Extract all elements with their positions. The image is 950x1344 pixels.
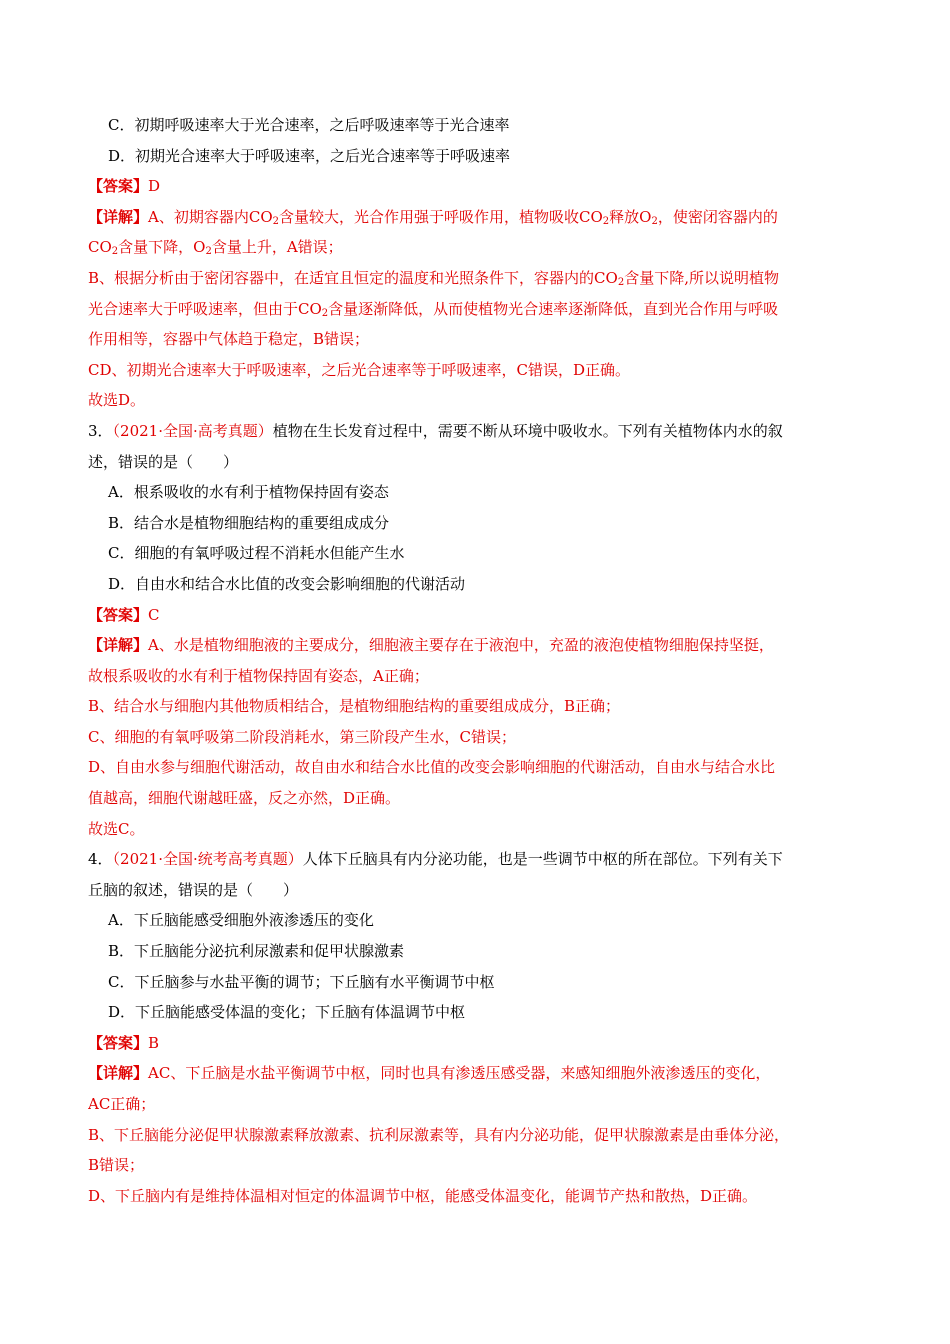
- question-source: （2021·全国·高考真题）: [112, 421, 273, 440]
- q2-conclusion: 故选D。: [88, 391, 146, 410]
- q3-detail-line: 【详解】A、水是植物细胞液的主要成分，细胞液主要存在于液泡中，充盈的液泡使植物细胞保持坚挺，: [88, 636, 774, 655]
- q3-option-d: D．自由水和结合水比值的改变会影响细胞的代谢活动: [108, 574, 466, 593]
- q2-option-c: C．初期呼吸速率大于光合速率，之后呼吸速率等于光合速率: [108, 116, 510, 134]
- q3-detail-line: 故根系吸收的水有利于植物保持固有姿态，A正确；: [88, 666, 429, 685]
- q4-detail-line: B错误；: [88, 1156, 145, 1175]
- q3-detail-line: D、自由水参与细胞代谢活动，故自由水和结合水比值的改变会影响细胞的代谢活动，自由水与结合水比: [88, 758, 776, 777]
- question-number: 4．: [88, 850, 113, 869]
- q3-conclusion: 故选C。: [88, 819, 145, 838]
- page-content: [88, 110, 860, 1211]
- q4-option-d: D．下丘脑能感受体温的变化；下丘脑有体温调节中枢: [108, 1003, 466, 1022]
- q4-detail-line: B、下丘脑能分泌促甲状腺激素释放激素、抗利尿激素等，具有内分泌功能，促甲状腺激素是由垂体分泌，: [88, 1125, 790, 1144]
- q4-option-a: A．下丘脑能感受细胞外液渗透压的变化: [108, 911, 374, 930]
- q4-stem-cont: 丘脑的叙述，错误的是（ ）: [88, 880, 299, 899]
- q2-option-d: D．初期光合速率大于呼吸速率，之后光合速率等于呼吸速率: [108, 146, 511, 165]
- q3-stem: 3．（2021·全国·高考真题）植物在生长发育过程中，需要不断从环境中吸收水。下列有关植物体内水的叙: [88, 421, 783, 440]
- q2-detail-line: CD、初期光合速率大于呼吸速率，之后光合速率等于呼吸速率，C错误，D正确。: [88, 360, 631, 379]
- q3-option-c: C．细胞的有氧呼吸过程不消耗水但能产生水: [108, 544, 405, 563]
- q2-detail-line: $CO_2$含量下降，$O_2$含量上升，A错误；: [88, 238, 343, 258]
- q4-option-b: B．下丘脑能分泌抗利尿激素和促甲状腺激素: [108, 942, 405, 961]
- q4-stem: 4．（2021·全国·统考高考真题）人体下丘脑具有内分泌功能，也是一些调节中枢的所在部位。下列有关下: [88, 850, 783, 869]
- q4-answer: 【答案】B: [88, 1033, 160, 1052]
- q4-option-c: C．下丘脑参与水盐平衡的调节；下丘脑有水平衡调节中枢: [108, 972, 495, 991]
- q2-detail-line: 光合速率大于呼吸速率，但由于$CO_2$含量逐渐降低，从而使植物光合速率逐渐降低，直到光合作用与呼吸: [88, 299, 779, 319]
- q4-detail-line: 【详解】AC、下丘脑是水盐平衡调节中枢，同时也具有渗透压感受器，来感知细胞外液渗透压的变化，: [88, 1064, 771, 1083]
- q3-detail-line: B、结合水与细胞内其他物质相结合，是植物细胞结构的重要组成成分，B正确；: [88, 697, 621, 716]
- q2-detail-line: B、根据分析由于密闭容器中，在适宜且恒定的温度和光照条件下，容器内的$CO_2$含量下降,所以说明植物: [88, 268, 779, 288]
- q3-option-b: B．结合水是植物细胞结构的重要组成成分: [108, 513, 390, 532]
- q3-detail-line: C、细胞的有氧呼吸第二阶段消耗水，第三阶段产生水，C错误；: [88, 727, 516, 746]
- q3-option-a: A．根系吸收的水有利于植物保持固有姿态: [108, 483, 389, 502]
- q2-detail-line: 作用相等，容器中气体趋于稳定，B错误；: [88, 330, 370, 349]
- question-number: 3．: [88, 421, 113, 440]
- q4-detail-line: AC正确；: [88, 1095, 156, 1113]
- q2-answer: 【答案】D: [88, 177, 161, 196]
- q3-detail-line: 值越高，细胞代谢越旺盛，反之亦然，D正确。: [88, 789, 401, 808]
- q3-answer: 【答案】C: [88, 605, 160, 624]
- q4-detail-line: D、下丘脑内有是维持体温相对恒定的体温调节中枢，能感受体温变化，能调节产热和散热，D正确。: [88, 1186, 758, 1205]
- question-source: （2021·全国·统考高考真题）: [112, 850, 303, 869]
- q2-detail-line: 【详解】A、初期容器内$CO_2$含量较大，光合作用强于呼吸作用，植物吸收$CO_2$释放$O_2$，使密闭容器内的: [88, 207, 778, 227]
- q3-stem-cont: 述，错误的是（ ）: [88, 452, 239, 471]
